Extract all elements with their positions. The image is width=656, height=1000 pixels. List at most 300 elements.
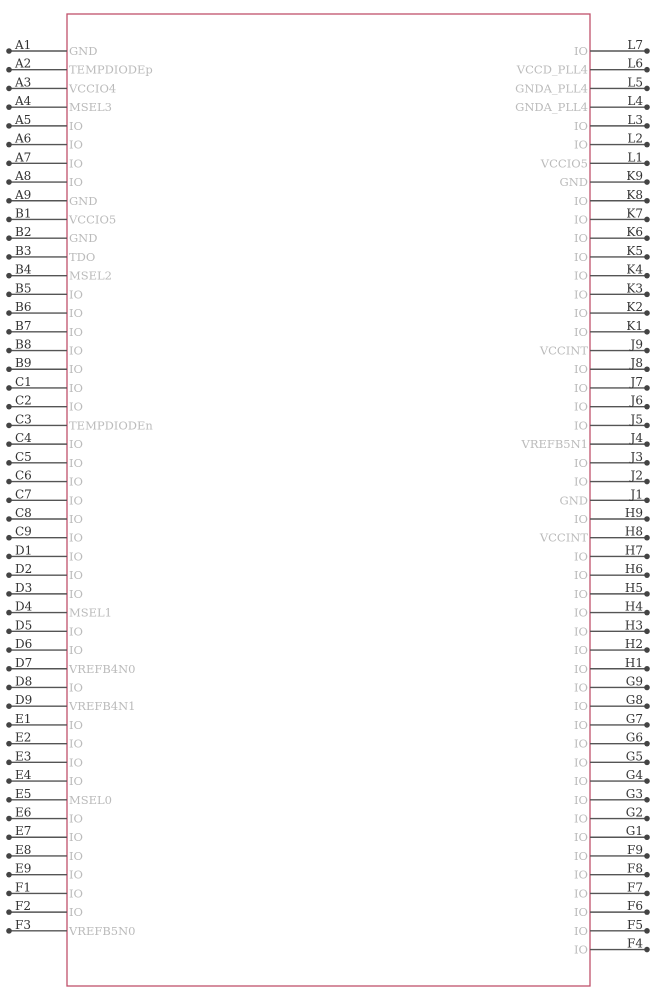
pin-number: K1	[626, 318, 643, 333]
pin-endpoint-dot	[6, 853, 12, 859]
pin-endpoint-dot	[644, 142, 650, 148]
pin-endpoint-dot	[6, 217, 12, 223]
pin-E9	[6, 862, 83, 882]
pin-number: B5	[15, 281, 32, 296]
pin-number: K8	[626, 187, 643, 202]
pin-number: K7	[626, 206, 643, 221]
pin-number: L1	[627, 150, 643, 165]
pin-E7	[6, 824, 83, 844]
pin-number: E1	[15, 711, 32, 726]
pin-L1	[540, 150, 650, 170]
pin-endpoint-dot	[644, 610, 650, 616]
pin-endpoint-dot	[6, 703, 12, 709]
pin-name: IO	[69, 643, 83, 658]
pin-number: B2	[15, 225, 32, 240]
pin-name: IO	[574, 923, 588, 938]
pin-endpoint-dot	[6, 647, 12, 653]
pin-number: F9	[627, 842, 643, 857]
pin-endpoint-dot	[644, 928, 650, 934]
pin-endpoint-dot	[6, 198, 12, 204]
pin-endpoint-dot	[644, 909, 650, 915]
pin-number: G1	[625, 824, 643, 839]
pin-D4	[6, 600, 112, 620]
pin-A5	[6, 113, 83, 133]
pin-endpoint-dot	[6, 67, 12, 73]
pin-number: D4	[15, 599, 33, 614]
pin-name: VREFB5N1	[521, 437, 588, 452]
pin-endpoint-dot	[6, 909, 12, 915]
pin-number: E9	[15, 861, 32, 876]
pin-endpoint-dot	[644, 947, 650, 953]
pin-name: IO	[69, 324, 83, 339]
pin-name: IO	[574, 661, 588, 676]
pin-endpoint-dot	[6, 329, 12, 335]
pin-name: VCCINT	[539, 530, 588, 545]
pin-name: IO	[69, 755, 83, 770]
pin-name: VCCIO5	[540, 156, 588, 171]
pin-name: IO	[574, 512, 588, 526]
pin-number: A4	[15, 94, 32, 109]
pin-number: G6	[625, 730, 643, 745]
left-pin-column	[6, 38, 153, 938]
pin-number: L2	[627, 131, 643, 146]
pin-name: IO	[69, 343, 83, 358]
pin-name: IO	[69, 811, 83, 826]
pin-name: IO	[69, 568, 83, 583]
pin-B5	[6, 281, 83, 301]
pin-number: L3	[627, 112, 643, 127]
pin-A9	[6, 188, 97, 208]
pin-K5	[574, 244, 650, 264]
pin-name: IO	[574, 249, 588, 264]
pin-D2	[6, 562, 83, 582]
pin-number: D6	[15, 637, 33, 652]
pin-number: J7	[630, 374, 643, 389]
pin-H3	[574, 618, 650, 638]
pin-number: B8	[15, 337, 32, 352]
pin-G8	[574, 693, 650, 713]
pin-number: F2	[15, 899, 31, 914]
pin-number: A7	[15, 150, 32, 165]
pin-G2	[574, 806, 650, 826]
pin-endpoint-dot	[6, 366, 12, 372]
pin-number: J2	[630, 468, 643, 483]
pin-endpoint-dot	[644, 161, 650, 167]
pin-number: C7	[15, 487, 32, 502]
pin-name: IO	[574, 643, 588, 658]
pin-name: IO	[69, 848, 83, 863]
pin-name: IO	[574, 867, 588, 882]
pin-H7	[574, 543, 650, 563]
pin-name: IO	[574, 624, 588, 639]
pin-number: J4	[630, 431, 643, 446]
pin-endpoint-dot	[6, 441, 12, 447]
pin-name: IO	[574, 455, 588, 470]
pin-E4	[6, 768, 83, 788]
pin-D3	[6, 581, 83, 601]
pin-number: L6	[627, 56, 643, 71]
pin-L3	[574, 113, 650, 133]
pin-name: IO	[69, 380, 83, 395]
pin-number: J8	[630, 356, 643, 371]
pin-name: IO	[574, 549, 588, 564]
pin-name: GND	[69, 193, 98, 208]
pin-number: E4	[15, 768, 32, 783]
pin-name: IO	[574, 418, 588, 433]
pin-A1	[6, 38, 97, 58]
pin-E8	[6, 843, 83, 863]
pin-number: D3	[15, 580, 33, 595]
pin-endpoint-dot	[6, 722, 12, 728]
pin-H5	[574, 581, 650, 601]
pin-endpoint-dot	[644, 123, 650, 129]
pin-endpoint-dot	[644, 685, 650, 691]
pin-E3	[6, 749, 83, 769]
pin-name: IO	[69, 118, 83, 133]
pin-endpoint-dot	[644, 104, 650, 110]
pin-endpoint-dot	[644, 666, 650, 672]
pin-number: F4	[627, 936, 643, 951]
pin-C5	[6, 450, 83, 470]
pin-number: J9	[630, 337, 643, 352]
pin-G6	[574, 731, 650, 751]
pin-endpoint-dot	[644, 572, 650, 578]
pin-name: IO	[574, 118, 588, 133]
pin-name: IO	[69, 586, 83, 601]
pin-endpoint-dot	[6, 161, 12, 167]
pin-number: A8	[15, 169, 32, 184]
pin-H4	[574, 600, 650, 620]
pin-endpoint-dot	[644, 366, 650, 372]
pin-endpoint-dot	[6, 292, 12, 298]
pin-name: IO	[574, 268, 588, 283]
pin-D7	[6, 656, 135, 676]
pin-number: J1	[630, 487, 643, 502]
pin-name: IO	[69, 530, 83, 545]
pin-endpoint-dot	[6, 816, 12, 822]
pin-endpoint-dot	[6, 741, 12, 747]
pin-C7	[6, 487, 83, 507]
pin-number: E3	[15, 749, 32, 764]
pin-endpoint-dot	[644, 760, 650, 766]
pin-J4	[521, 431, 650, 451]
pin-name: IO	[69, 886, 83, 901]
pin-number: J5	[630, 412, 643, 427]
pin-F8	[574, 862, 650, 882]
pin-number: E7	[15, 824, 32, 839]
pin-J9	[539, 338, 650, 358]
pin-endpoint-dot	[6, 872, 12, 878]
pin-D5	[6, 618, 83, 638]
pin-number: H4	[624, 599, 643, 614]
pin-name: IO	[69, 437, 83, 452]
pin-endpoint-dot	[6, 179, 12, 185]
pin-endpoint-dot	[6, 142, 12, 148]
pin-endpoint-dot	[644, 67, 650, 73]
pin-endpoint-dot	[6, 310, 12, 316]
pin-name: IO	[69, 175, 83, 190]
pin-name: VCCD_PLL4	[516, 62, 588, 77]
pin-B9	[6, 356, 83, 376]
pin-name: IO	[69, 493, 83, 508]
pin-G3	[574, 787, 650, 807]
pin-name: IO	[574, 905, 588, 920]
pin-name: TEMPDIODEp	[69, 62, 153, 77]
pin-endpoint-dot	[644, 591, 650, 597]
pin-name: IO	[574, 848, 588, 863]
pin-name: IO	[574, 324, 588, 339]
pin-name: GNDA_PLL4	[515, 100, 588, 115]
pin-H1	[574, 656, 650, 676]
pin-endpoint-dot	[6, 348, 12, 354]
pin-G1	[574, 824, 650, 844]
pin-K2	[574, 300, 650, 320]
pin-number: B1	[15, 206, 32, 221]
pin-name: IO	[574, 774, 588, 789]
pin-name: IO	[574, 380, 588, 395]
pin-endpoint-dot	[6, 928, 12, 934]
pin-name: IO	[574, 474, 588, 489]
pin-endpoint-dot	[6, 554, 12, 560]
pin-number: B9	[15, 356, 32, 371]
pin-F5	[574, 918, 650, 938]
pin-C8	[6, 506, 83, 526]
pin-F7	[574, 880, 650, 900]
pin-number: H3	[624, 618, 643, 633]
pin-name: IO	[574, 212, 588, 227]
pin-endpoint-dot	[6, 479, 12, 485]
pin-endpoint-dot	[644, 329, 650, 335]
pin-name: IO	[69, 717, 83, 732]
pin-name: IO	[574, 605, 588, 620]
pin-name: IO	[69, 867, 83, 882]
pin-E6	[6, 806, 83, 826]
pin-number: K3	[626, 281, 643, 296]
pin-endpoint-dot	[644, 497, 650, 503]
pin-endpoint-dot	[6, 404, 12, 410]
pin-endpoint-dot	[644, 741, 650, 747]
pin-endpoint-dot	[644, 554, 650, 560]
pin-name: IO	[574, 736, 588, 751]
pin-name: IO	[574, 830, 588, 845]
pin-endpoint-dot	[6, 610, 12, 616]
pin-number: K2	[626, 300, 643, 315]
pin-L7	[574, 38, 650, 58]
pin-A2	[6, 57, 153, 77]
pin-number: C1	[15, 374, 32, 389]
pin-H9	[574, 506, 650, 526]
pin-endpoint-dot	[6, 572, 12, 578]
pin-number: A2	[15, 56, 32, 71]
pin-number: E6	[15, 805, 32, 820]
pin-number: F5	[627, 917, 643, 932]
pin-name: IO	[574, 399, 588, 414]
pin-H2	[574, 637, 650, 657]
pin-E1	[6, 712, 83, 732]
pin-endpoint-dot	[644, 348, 650, 354]
pin-endpoint-dot	[6, 891, 12, 897]
pin-F6	[574, 899, 650, 919]
pin-number: C8	[15, 506, 32, 520]
pin-number: F7	[627, 880, 643, 895]
pin-endpoint-dot	[644, 834, 650, 840]
right-pin-column	[515, 38, 650, 957]
pin-name: GND	[69, 44, 98, 58]
pin-name: IO	[574, 717, 588, 732]
pin-endpoint-dot	[644, 816, 650, 822]
pin-endpoint-dot	[644, 441, 650, 447]
pin-number: F1	[15, 880, 31, 895]
pin-K3	[574, 281, 650, 301]
pin-endpoint-dot	[644, 479, 650, 485]
pin-number: D8	[15, 674, 33, 689]
pin-endpoint-dot	[644, 292, 650, 298]
pin-name: IO	[574, 231, 588, 246]
pin-endpoint-dot	[644, 703, 650, 709]
pin-H8	[539, 525, 650, 545]
pin-endpoint-dot	[644, 48, 650, 54]
pin-number: G8	[625, 693, 643, 708]
pin-name: VREFB5N0	[69, 923, 136, 938]
pin-endpoint-dot	[644, 629, 650, 635]
pin-number: J6	[630, 393, 643, 408]
pin-number: A5	[15, 112, 32, 127]
pin-endpoint-dot	[644, 891, 650, 897]
pin-endpoint-dot	[6, 797, 12, 803]
pin-number: D9	[15, 693, 33, 708]
pin-endpoint-dot	[644, 273, 650, 279]
pin-J6	[574, 394, 650, 414]
pin-name: MSEL3	[69, 100, 113, 115]
pin-name: MSEL0	[69, 792, 113, 807]
pin-endpoint-dot	[6, 760, 12, 766]
pin-E2	[6, 731, 83, 751]
pin-E5	[6, 787, 112, 807]
pin-name: IO	[574, 680, 588, 695]
component-body	[67, 14, 590, 986]
pin-H6	[574, 562, 650, 582]
pin-K4	[574, 263, 650, 283]
pin-number: E8	[15, 842, 32, 857]
pin-number: H1	[624, 655, 643, 670]
pin-name: IO	[69, 774, 83, 789]
pin-number: C2	[15, 393, 32, 408]
pin-B4	[6, 263, 112, 283]
pin-name: TEMPDIODEn	[69, 418, 153, 433]
pin-number: D7	[15, 655, 33, 670]
pin-name: VCCIO5	[69, 212, 117, 227]
pin-A7	[6, 150, 83, 170]
pin-endpoint-dot	[644, 516, 650, 522]
pin-name: GNDA_PLL4	[515, 81, 588, 96]
pin-G5	[574, 749, 650, 769]
pin-F9	[574, 843, 650, 863]
pin-endpoint-dot	[644, 254, 650, 260]
pin-endpoint-dot	[644, 179, 650, 185]
pin-endpoint-dot	[644, 235, 650, 241]
pin-J8	[574, 356, 650, 376]
pin-A8	[6, 169, 83, 189]
pin-number: H7	[624, 543, 643, 558]
pin-endpoint-dot	[644, 797, 650, 803]
pin-G9	[574, 674, 650, 694]
pin-endpoint-dot	[6, 516, 12, 522]
pin-C1	[6, 375, 83, 395]
pin-name: IO	[69, 680, 83, 695]
pin-number: H5	[624, 580, 643, 595]
pin-endpoint-dot	[644, 86, 650, 92]
pin-C4	[6, 431, 83, 451]
pin-name: GND	[559, 493, 588, 508]
pin-name: VREFB4N1	[69, 699, 136, 714]
pin-name: IO	[574, 755, 588, 770]
pin-endpoint-dot	[6, 591, 12, 597]
pin-B2	[6, 225, 97, 245]
pin-number: F6	[627, 899, 643, 914]
pin-number: E5	[15, 786, 32, 801]
pin-name: IO	[574, 362, 588, 377]
pin-endpoint-dot	[6, 86, 12, 92]
pin-number: A1	[15, 38, 32, 52]
pin-endpoint-dot	[644, 423, 650, 429]
pin-name: IO	[574, 287, 588, 302]
pin-name: IO	[69, 549, 83, 564]
pin-G4	[574, 768, 650, 788]
pin-name: IO	[69, 156, 83, 171]
pin-endpoint-dot	[6, 460, 12, 466]
pin-endpoint-dot	[6, 273, 12, 279]
pin-A3	[6, 75, 116, 95]
pin-number: F8	[627, 861, 643, 876]
pin-name: IO	[69, 137, 83, 152]
pin-number: H8	[624, 524, 643, 539]
pin-D8	[6, 674, 83, 694]
pin-endpoint-dot	[6, 254, 12, 260]
pin-J1	[560, 487, 650, 507]
pin-number: A9	[15, 187, 32, 202]
pin-G7	[574, 712, 650, 732]
pin-name: VCCINT	[539, 343, 588, 358]
pin-name: IO	[574, 886, 588, 901]
pin-number: L7	[627, 38, 643, 52]
pin-name: IO	[69, 830, 83, 845]
pin-F2	[6, 899, 83, 919]
pin-number: G7	[625, 711, 643, 726]
pin-name: IO	[69, 512, 83, 526]
pin-K7	[574, 206, 650, 226]
pin-number: G2	[625, 805, 643, 820]
pin-name: IO	[69, 306, 83, 321]
pin-endpoint-dot	[6, 535, 12, 541]
pin-C2	[6, 394, 83, 414]
pin-endpoint-dot	[6, 685, 12, 691]
pin-B1	[6, 206, 116, 226]
pin-number: H9	[624, 506, 643, 520]
pin-B8	[6, 338, 83, 358]
pin-name: IO	[574, 811, 588, 826]
pin-number: G3	[625, 786, 643, 801]
pin-endpoint-dot	[644, 198, 650, 204]
pin-endpoint-dot	[644, 217, 650, 223]
pin-K6	[574, 225, 650, 245]
pin-name: IO	[69, 736, 83, 751]
pin-J7	[574, 375, 650, 395]
pin-number: H2	[624, 637, 643, 652]
pin-B7	[6, 319, 83, 339]
pin-endpoint-dot	[644, 404, 650, 410]
pin-name: MSEL1	[69, 605, 113, 620]
pin-J2	[574, 469, 650, 489]
